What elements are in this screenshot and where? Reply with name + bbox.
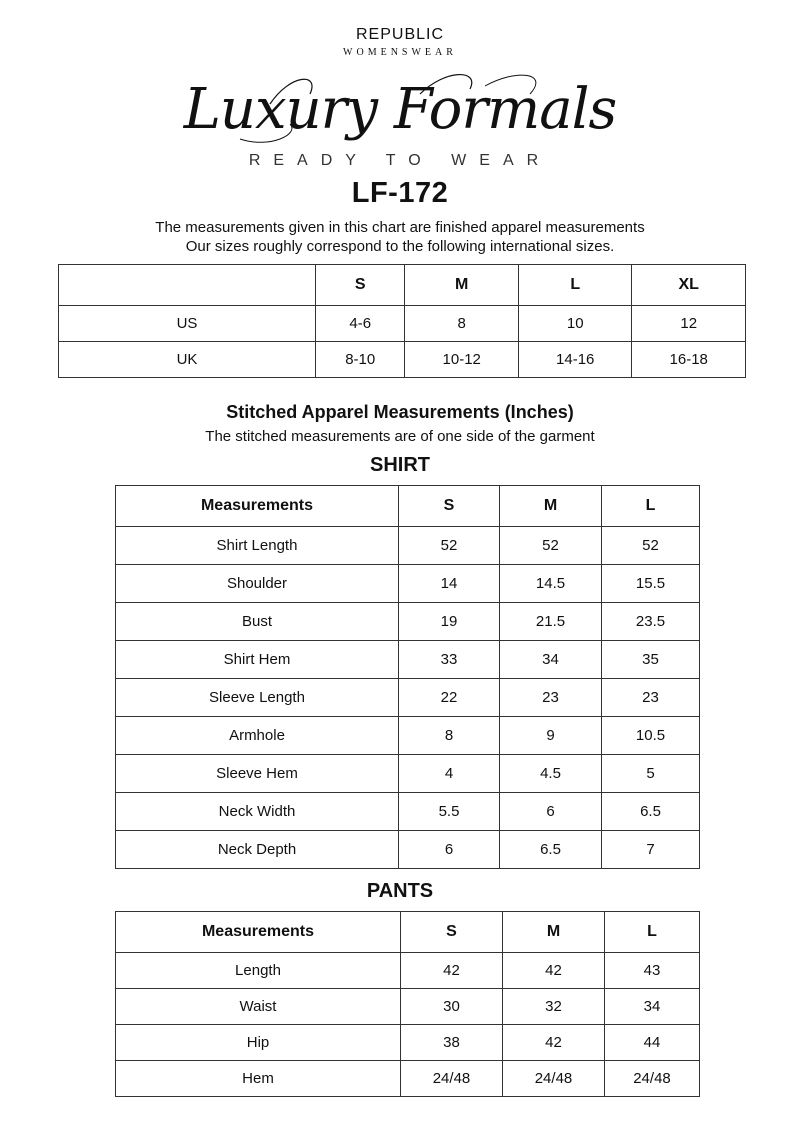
intro-line-2: Our sizes roughly correspond to the following international sizes. (185, 238, 615, 255)
table-row (116, 1061, 700, 1097)
table-cell: 14 (399, 565, 500, 603)
table-cell: 52 (500, 527, 602, 565)
table-cell: 12 (632, 306, 746, 342)
table-row (116, 793, 700, 831)
column-header: S (401, 912, 503, 953)
stitched-subtitle: The stitched measurements are of one side of the garment (205, 428, 595, 445)
table-row (116, 717, 700, 755)
table-row (59, 306, 746, 342)
table-cell: 10.5 (602, 717, 700, 755)
table-cell: 5 (602, 755, 700, 793)
table-row (59, 342, 746, 378)
column-header: M (503, 912, 605, 953)
table-cell: 10-12 (405, 342, 519, 378)
row-label: Waist (116, 989, 401, 1025)
table-cell: 22 (399, 679, 500, 717)
table-cell: 15.5 (602, 565, 700, 603)
table-cell: 6 (500, 793, 602, 831)
table-cell: 23 (602, 679, 700, 717)
column-header: L (605, 912, 700, 953)
collection-logo: Luxury Formals (183, 77, 617, 142)
table-cell: 33 (399, 641, 500, 679)
shirt-label: SHIRT (370, 454, 430, 476)
column-header (59, 265, 316, 306)
table-cell: 6.5 (602, 793, 700, 831)
row-label: Hip (116, 1025, 401, 1061)
table-cell: 8 (405, 306, 519, 342)
row-label: US (59, 306, 316, 342)
table-row (116, 565, 700, 603)
row-label: Sleeve Length (116, 679, 399, 717)
pants-label: PANTS (366, 880, 434, 902)
table-cell: 52 (602, 527, 700, 565)
table-cell: 4-6 (316, 306, 405, 342)
table-cell: 8-10 (316, 342, 405, 378)
international-size-table (58, 264, 746, 378)
table-cell: 5.5 (399, 793, 500, 831)
table-cell: 6 (399, 831, 500, 869)
table-cell: 44 (605, 1025, 700, 1061)
column-header: S (399, 486, 500, 527)
table-cell: 9 (500, 717, 602, 755)
table-cell: 10 (518, 306, 632, 342)
table-row (116, 641, 700, 679)
column-header: Measurements (116, 912, 401, 953)
row-label: Neck Width (116, 793, 399, 831)
table-cell: 6.5 (500, 831, 602, 869)
row-label: Sleeve Hem (116, 755, 399, 793)
brand-subtitle: WOMENSWEAR (343, 47, 457, 58)
row-label: Neck Depth (116, 831, 399, 869)
table-cell: 23 (500, 679, 602, 717)
tagline: READY TO WEAR (248, 152, 552, 169)
table-cell: 32 (503, 989, 605, 1025)
table-row (116, 1025, 700, 1061)
table-cell: 42 (401, 953, 503, 989)
table-row (116, 679, 700, 717)
table-cell: 42 (503, 953, 605, 989)
table-cell: 52 (399, 527, 500, 565)
table-cell: 35 (602, 641, 700, 679)
table-cell: 8 (399, 717, 500, 755)
table-cell: 14.5 (500, 565, 602, 603)
table-row (116, 831, 700, 869)
table-cell: 7 (602, 831, 700, 869)
row-label: Bust (116, 603, 399, 641)
table-cell: 4 (399, 755, 500, 793)
column-header: L (602, 486, 700, 527)
table-row (116, 603, 700, 641)
stitched-title: Stitched Apparel Measurements (Inches) (226, 402, 574, 422)
intro-line-1: The measurements given in this chart are finished apparel measurements (155, 219, 645, 236)
table-cell: 23.5 (602, 603, 700, 641)
table-cell: 16-18 (632, 342, 746, 378)
shirt-measurement-table (115, 485, 700, 869)
row-label: Hem (116, 1061, 401, 1097)
table-cell: 38 (401, 1025, 503, 1061)
table-cell: 14-16 (518, 342, 632, 378)
table-cell: 24/48 (503, 1061, 605, 1097)
column-header: M (500, 486, 602, 527)
table-header-row (59, 265, 746, 306)
row-label: Armhole (116, 717, 399, 755)
column-header: S (316, 265, 405, 306)
table-cell: 30 (401, 989, 503, 1025)
row-label: UK (59, 342, 316, 378)
table-cell: 24/48 (605, 1061, 700, 1097)
table-cell: 34 (500, 641, 602, 679)
table-cell: 24/48 (401, 1061, 503, 1097)
row-label: Length (116, 953, 401, 989)
row-label: Shirt Length (116, 527, 399, 565)
table-row (116, 953, 700, 989)
table-row (116, 755, 700, 793)
column-header: M (405, 265, 519, 306)
row-label: Shirt Hem (116, 641, 399, 679)
table-row (116, 527, 700, 565)
logo-flourish (230, 64, 570, 154)
brand-name: REPUBLIC (355, 26, 445, 43)
table-cell: 4.5 (500, 755, 602, 793)
table-cell: 43 (605, 953, 700, 989)
table-row (116, 989, 700, 1025)
row-label: Shoulder (116, 565, 399, 603)
table-cell: 42 (503, 1025, 605, 1061)
product-code: LF-172 (351, 177, 449, 209)
column-header: Measurements (116, 486, 399, 527)
table-cell: 34 (605, 989, 700, 1025)
pants-measurement-table (115, 911, 700, 1097)
table-header-row (116, 912, 700, 953)
column-header: XL (632, 265, 746, 306)
column-header: L (518, 265, 632, 306)
table-cell: 21.5 (500, 603, 602, 641)
table-cell: 19 (399, 603, 500, 641)
table-header-row (116, 486, 700, 527)
